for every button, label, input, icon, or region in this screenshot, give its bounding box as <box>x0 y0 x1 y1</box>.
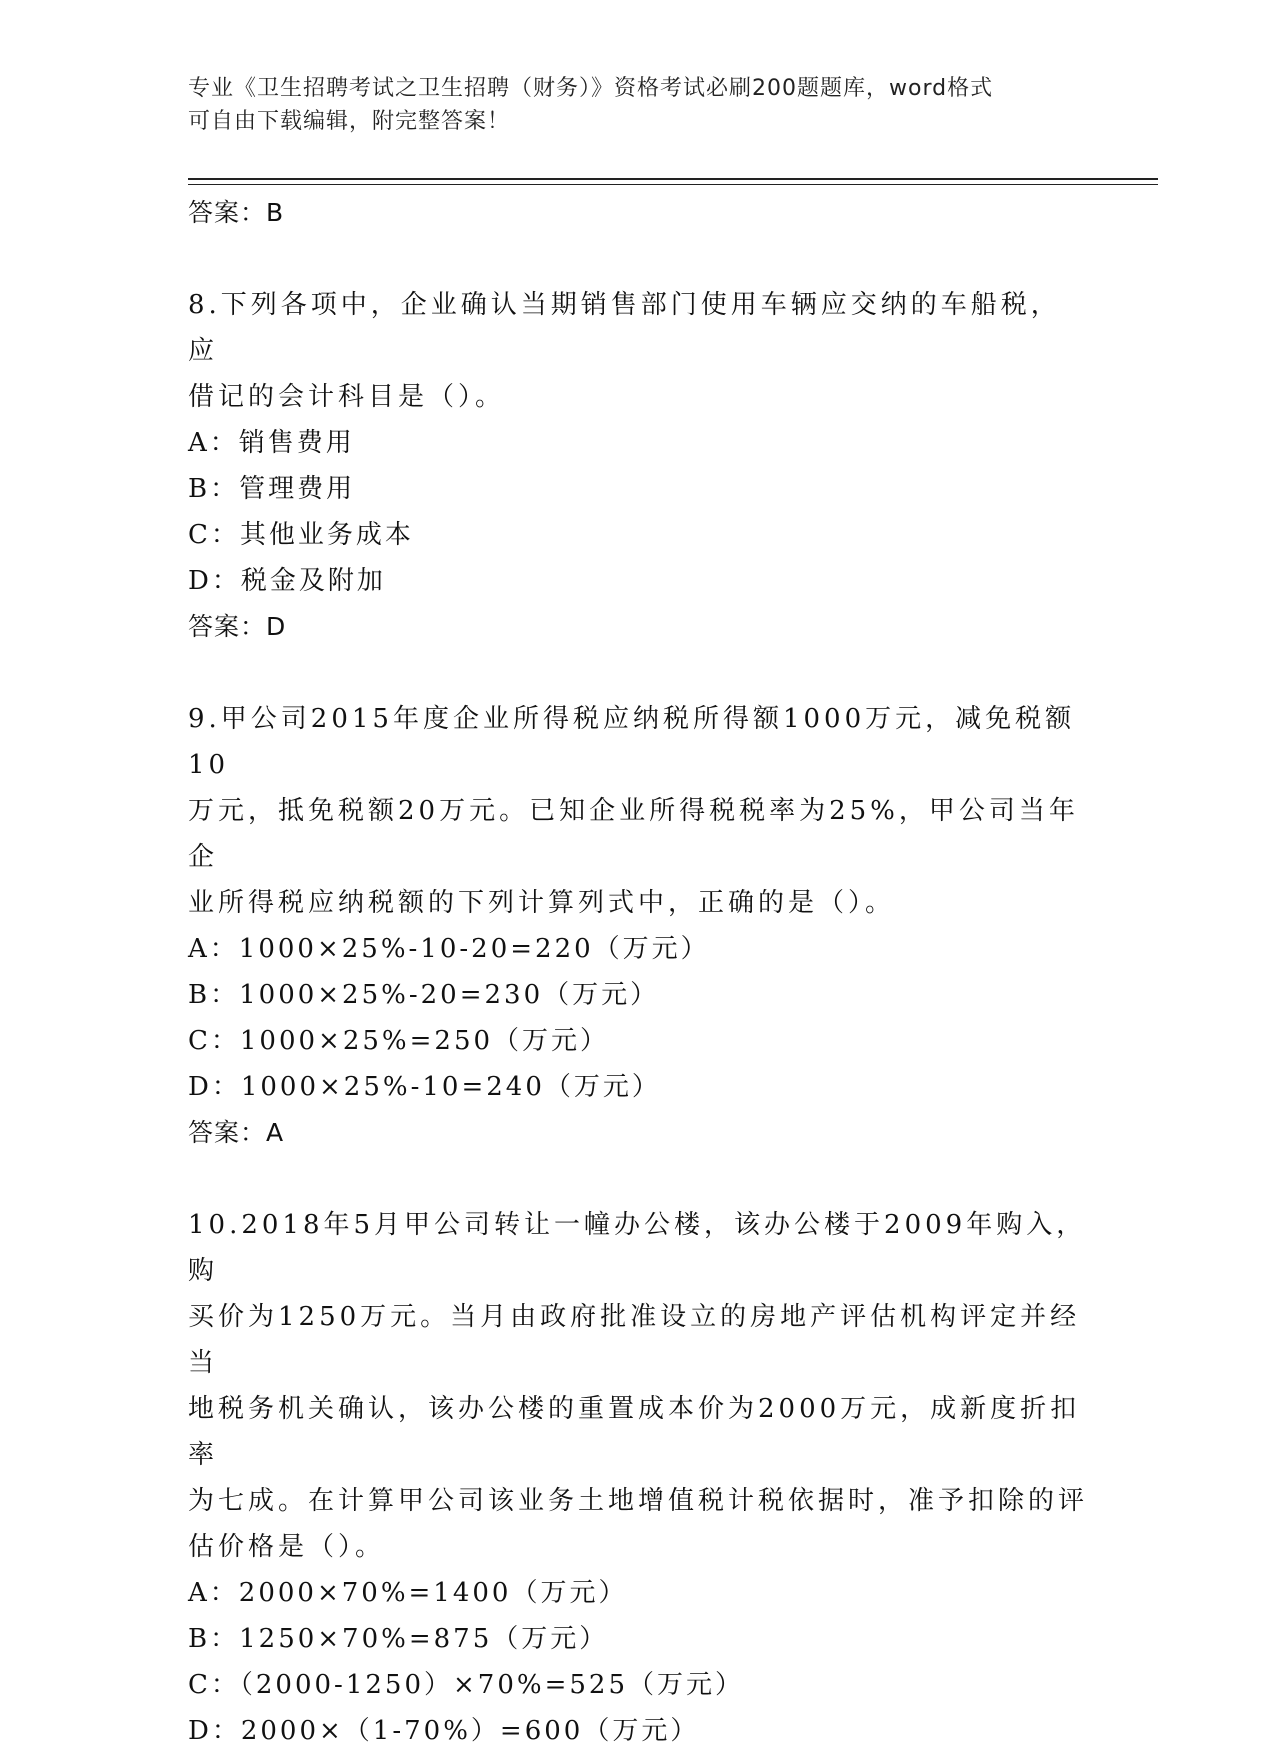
question-text-line: 10.2018年5月甲公司转让一幢办公楼，该办公楼于2009年购入，购 <box>188 1210 1087 1286</box>
option-b: B：1000×25%-20=230（万元） <box>188 980 660 1010</box>
header-rule-thin <box>188 184 1158 185</box>
header-line-2: 可自由下载编辑，附完整答案！ <box>188 109 511 134</box>
option-c: C：其他业务成本 <box>188 520 414 550</box>
answer-line: 答案：B <box>188 198 285 227</box>
spacer <box>188 236 1088 282</box>
option-d: D：1000×25%-10=240（万元） <box>188 1072 661 1102</box>
question-text-line: 买价为1250万元。当月由政府批准设立的房地产评估机构评定并经当 <box>188 1302 1081 1378</box>
answer-line: 答案：D <box>188 612 287 641</box>
option-d: D：税金及附加 <box>188 566 386 596</box>
header-rule-thick <box>188 178 1158 180</box>
question-text-line: 为七成。在计算甲公司该业务土地增值税计税依据时，准予扣除的评 <box>188 1486 1089 1516</box>
question-text-line: 业所得税应纳税额的下列计算列式中，正确的是（）。 <box>188 888 896 918</box>
option-d: D：2000×（1-70%）=600（万元） <box>188 1716 700 1746</box>
question-block <box>188 1202 1088 1754</box>
question-list <box>188 190 1088 1754</box>
question-text-line: 地税务机关确认，该办公楼的重置成本价为2000万元，成新度折扣率 <box>188 1394 1081 1470</box>
question-text-line: 万元，抵免税额20万元。已知企业所得税税率为25%，甲公司当年企 <box>188 796 1079 872</box>
option-a: A：销售费用 <box>188 428 355 458</box>
option-a: A：1000×25%-10-20=220（万元） <box>188 934 710 964</box>
question-text-line: 估价格是（）。 <box>188 1532 386 1562</box>
option-c: C：1000×25%=250（万元） <box>188 1026 610 1056</box>
header-line-1: 专业《卫生招聘考试之卫生招聘（财务）》资格考试必刷200题题库，word格式 <box>188 76 994 101</box>
option-b: B：1250×70%=875（万元） <box>188 1624 609 1654</box>
question-block <box>188 282 1088 650</box>
question-text-line: 9.甲公司2015年度企业所得税应纳税所得额1000万元，减免税额10 <box>188 704 1076 780</box>
option-b: B：管理费用 <box>188 474 356 504</box>
question-block <box>188 696 1088 1156</box>
question-text-line: 借记的会计科目是（）。 <box>188 382 506 412</box>
option-c: C：（2000-1250）×70%=525（万元） <box>188 1670 745 1700</box>
document-header <box>188 72 1068 138</box>
option-a: A：2000×70%=1400（万元） <box>188 1578 628 1608</box>
spacer <box>188 1156 1088 1202</box>
spacer <box>188 650 1088 696</box>
question-text-line: 8.下列各项中，企业确认当期销售部门使用车辆应交纳的车船税，应 <box>188 290 1061 366</box>
answer-line: 答案：A <box>188 1118 285 1147</box>
